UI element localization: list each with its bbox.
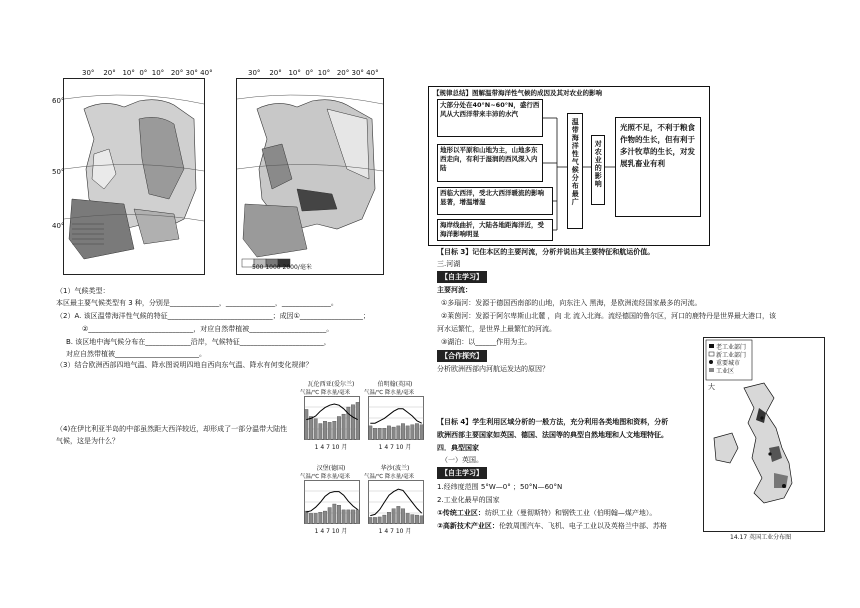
europe-precip-map <box>236 78 384 275</box>
lon-label: 40° <box>200 69 213 77</box>
cause-box-4: 海岸线曲折，大陆各地距海洋近，受海洋影响明显 <box>437 219 553 241</box>
result-box: 光照不足，不利于粮食作物的生长，但有利于多汁牧草的生长，对发展乳畜业有利 <box>615 117 701 217</box>
q2-cause: ；成因① <box>272 312 300 320</box>
climate-chart-plot <box>368 396 424 440</box>
month-axis-labels: 1 4 7 10 月 <box>314 528 348 535</box>
climate-map-drawing <box>64 79 204 274</box>
precip-bar <box>397 506 400 524</box>
precip-bar <box>356 402 359 440</box>
climate-chart-title: 瓦伦西亚(爱尔兰) <box>307 381 355 388</box>
precip-bar <box>314 419 317 440</box>
climate-chart <box>364 463 426 535</box>
precip-bar <box>387 512 390 524</box>
lon-label: 20° <box>269 69 282 77</box>
lon-label: 30° <box>248 69 261 77</box>
self-study-label-2: 【自主学习】 <box>437 467 487 479</box>
lakes-line: ③湖泊：以______作用为主。 <box>441 338 532 346</box>
precip-bar <box>383 515 386 524</box>
precip-bar <box>305 511 308 524</box>
precip-axis-label: 降水量/毫米 <box>383 390 415 396</box>
uk-traditional-text: 纺织工业（曼彻斯特）和钢铁工业（伯明翰—煤产地）。 <box>484 509 657 517</box>
precip-bar <box>369 517 372 524</box>
precip-bar <box>378 517 381 524</box>
q2-line3: B. 该区地中海气候分布在_____________沿岸，气候特征________________________， <box>66 338 331 346</box>
precip-bar <box>411 425 414 440</box>
uk-hightech <box>437 521 667 531</box>
climate-chart <box>300 463 362 535</box>
uk-legend-2: 新工业部门 <box>716 352 747 359</box>
precip-legend: 500 1000 2000/毫米 <box>252 264 312 271</box>
precip-bar <box>401 509 404 524</box>
precip-axis-label: 降水量/毫米 <box>319 474 351 480</box>
precip-bar <box>347 510 350 524</box>
precip-bar <box>328 422 331 440</box>
lon-label: 30° <box>351 69 364 77</box>
q2-line2: ②______________________________，对应自然带植被______________________。 <box>82 325 334 333</box>
lat-label-50: 50° <box>52 168 65 176</box>
self-study-label: 【自主学习】 <box>437 271 487 283</box>
uk-traditional <box>437 508 656 518</box>
section4-title: 四．典型国家 <box>437 444 479 452</box>
summary-header: 【规律总结】图解温带海洋性气候的成因及其对农业的影响 <box>433 89 602 97</box>
rivers-title: 主要河流： <box>437 286 472 294</box>
month-axis-labels: 1 4 7 10 月 <box>314 444 348 451</box>
europe-climate-map <box>63 78 205 275</box>
q2-text: ② <box>82 325 89 333</box>
uk-map-caption: 14.17 英国工业分布图 <box>730 534 792 541</box>
precip-bar <box>333 504 336 524</box>
temp-axis-label: 气温/℃ <box>364 474 384 480</box>
cause-box-3: 西临大西洋，受北大西洋暖流的影响显著，增温增湿 <box>437 187 553 215</box>
cooperate-question: 分析欧洲西部内河航运发达的原因？ <box>437 365 549 373</box>
precip-bar <box>392 427 395 440</box>
precip-bar <box>420 516 423 524</box>
temp-axis-label: 气温/℃ <box>364 390 384 396</box>
uk-traditional-label: ①传统工业区： <box>437 509 485 517</box>
q2-text: ， <box>323 338 331 346</box>
lon-label: 30° <box>185 69 198 77</box>
q2-text: 。 <box>326 325 334 333</box>
cause-box-1: 大部分处在40°N~60°N，盛行西风从大西洋带来丰沛的水汽 <box>437 99 543 137</box>
q2-text: （2）A. 该区温带海洋性气候的特征 <box>56 312 168 320</box>
q2-text: B. 该区地中海气候分布在 <box>66 338 146 346</box>
precip-bar <box>309 513 312 524</box>
climate-chart-title: 汉堡(德国) <box>316 465 346 472</box>
middle-vertical-box <box>567 113 583 229</box>
river-danube: ①多瑙河：发源于德国西南部的山地，向东注入 黑海，是欧洲流经国家最多的河流。 <box>441 299 702 307</box>
q4-line1: （4)在伊比利亚半岛的中部虽然距大西洋较近，却形成了一部分温带大陆性 <box>56 425 288 433</box>
section3-title: 三.河湖 <box>437 260 461 268</box>
lon-label: 20° <box>103 69 116 77</box>
precip-bar <box>406 513 409 524</box>
precip-bar <box>337 416 340 440</box>
precip-bar <box>373 428 376 440</box>
q2-text: 对应自然带植被 <box>66 350 115 358</box>
summary-diagram <box>428 86 710 246</box>
precip-bar <box>314 513 317 524</box>
precip-bar <box>319 512 322 524</box>
uk-latlon: 1.经纬度范围 5°W—0° ；50°N—60°N <box>437 483 563 491</box>
river-rhine: ②莱茵河：发源于阿尔卑斯山北麓 ，向 北 流入北海。流经德国的鲁尔区，河口的鹿特丹是世界最大港口，该 <box>441 312 776 320</box>
climate-chart-title: 华沙(波兰) <box>380 465 410 472</box>
lon-label: 20° <box>170 69 184 77</box>
precip-axis-label: 降水量/毫米 <box>383 474 415 480</box>
precip-bar <box>323 511 326 524</box>
uk-hightech-label: ②高新技术产业区： <box>437 522 499 530</box>
climate-chart-plot <box>304 480 360 524</box>
climate-chart <box>300 379 362 451</box>
precip-bar <box>406 426 409 440</box>
lat-label-60: 60° <box>52 97 65 105</box>
precip-bar <box>369 426 372 440</box>
q2-line4: 对应自然带植被________________________。 <box>66 350 206 358</box>
target4-line2: 欧洲西部主要国家如英国、德国、法国等的典型自然地理和人文地理特征。 <box>437 431 668 439</box>
climate-chart <box>364 379 426 451</box>
month-axis-labels: 1 4 7 10 月 <box>378 444 412 451</box>
lon-label: 0° <box>139 69 148 77</box>
cooperate-label: 【合作探究】 <box>437 350 487 362</box>
q2-line1: （2）A. 该区温带海洋性气候的特征______________________________；成因①__________________； <box>56 312 370 320</box>
precip-bar <box>392 509 395 524</box>
precip-bar <box>356 510 359 524</box>
precip-bar <box>415 515 418 524</box>
uk-subheading: （一）英国。 <box>441 456 483 464</box>
climate-chart-plot <box>304 396 360 440</box>
uk-legend-4: 工业区 <box>716 368 735 375</box>
precip-bar <box>351 510 354 524</box>
target4-line1: 【目标 4】学生利用区域分析的一般方法，充分利用各类地图和资料，分析 <box>437 418 669 426</box>
precip-bar <box>378 428 381 440</box>
target3: 【目标 3】记住本区的主要河流，分析并说出其主要特征和航运价值。 <box>437 248 655 256</box>
lon-label: 10° <box>317 69 331 77</box>
uk-legend-1: 老工业部门 <box>716 344 747 351</box>
precip-axis-label: 降水量/毫米 <box>319 390 351 396</box>
precip-bar <box>309 416 312 440</box>
effect-vertical-text: 对农业的影响 <box>594 140 603 188</box>
precip-bar <box>411 515 414 524</box>
lon-label: 20° <box>336 69 350 77</box>
precip-bar <box>337 505 340 524</box>
precip-bar <box>342 510 345 524</box>
lon-label: 40° <box>366 69 379 77</box>
uk-hightech-text: 伦敦周围汽车、飞机、电子工业以及英格兰中部、苏格 <box>498 522 667 530</box>
precip-bar <box>333 421 336 440</box>
lon-label: 30° <box>82 69 95 77</box>
lat-label-40: 40° <box>52 222 65 230</box>
precip-bar <box>401 424 404 440</box>
q2-text: ，对应自然带植被 <box>193 325 250 333</box>
q1-text: 本区最主要气候类型有 3 种，分别是 <box>56 299 170 307</box>
lon-label: 10° <box>122 69 135 77</box>
climate-chart-title: 伯明翰(英国) <box>377 381 413 388</box>
q3-line: （3）结合欧洲西部四地气温、降水图说明四地自西向东气温、降水有何变化规律？ <box>56 361 313 369</box>
precip-bar <box>373 517 376 524</box>
q1-title: （1）气候类型： <box>56 287 110 295</box>
uk-industrial-first: 2.工业化最早的国家 <box>437 496 500 504</box>
uk-sea-label: 大 <box>708 383 715 391</box>
precip-bar <box>397 426 400 440</box>
uk-legend-3: 重要城市 <box>716 360 741 367</box>
lon-label: 0° <box>305 69 314 77</box>
q2-text: 沿岸，气候特征 <box>190 338 240 346</box>
temp-axis-label: 气温/℃ <box>300 474 320 480</box>
q1-line1: 本区最主要气候类型有 3 种，分别是______________，______________，______________。 <box>56 299 338 307</box>
right-map-top-labels <box>248 69 398 77</box>
precip-bar <box>351 405 354 440</box>
climate-chart-plot <box>368 480 424 524</box>
river-rhine-cont: 河水运繁忙，是世界上最繁忙的河流。 <box>437 325 556 333</box>
precip-bar <box>383 428 386 440</box>
temp-axis-label: 气温/℃ <box>300 390 320 396</box>
q4-line2: 气候，这是为什么？ <box>56 437 119 445</box>
month-axis-labels: 1 4 7 10 月 <box>378 528 412 535</box>
effect-vertical-box <box>591 135 605 205</box>
precip-bar <box>342 414 345 440</box>
q2-text: 。 <box>199 350 206 358</box>
middle-vertical-text: 温带海洋性气候分布最广 <box>571 118 580 206</box>
lon-label: 10° <box>151 69 165 77</box>
precip-bar <box>319 424 322 440</box>
precip-map-drawing <box>237 79 383 274</box>
precip-bar <box>415 424 418 440</box>
left-map-top-labels <box>82 69 222 77</box>
precip-bar <box>305 409 308 440</box>
lon-label: 10° <box>288 69 301 77</box>
precip-bar <box>323 421 326 440</box>
precip-bar <box>387 426 390 440</box>
precip-bar <box>420 425 423 440</box>
cause-box-2: 地形以平原和山地为主，山地多东西走向，有利于湿润的西风深入内陆 <box>437 144 543 182</box>
precip-bar <box>328 508 331 524</box>
